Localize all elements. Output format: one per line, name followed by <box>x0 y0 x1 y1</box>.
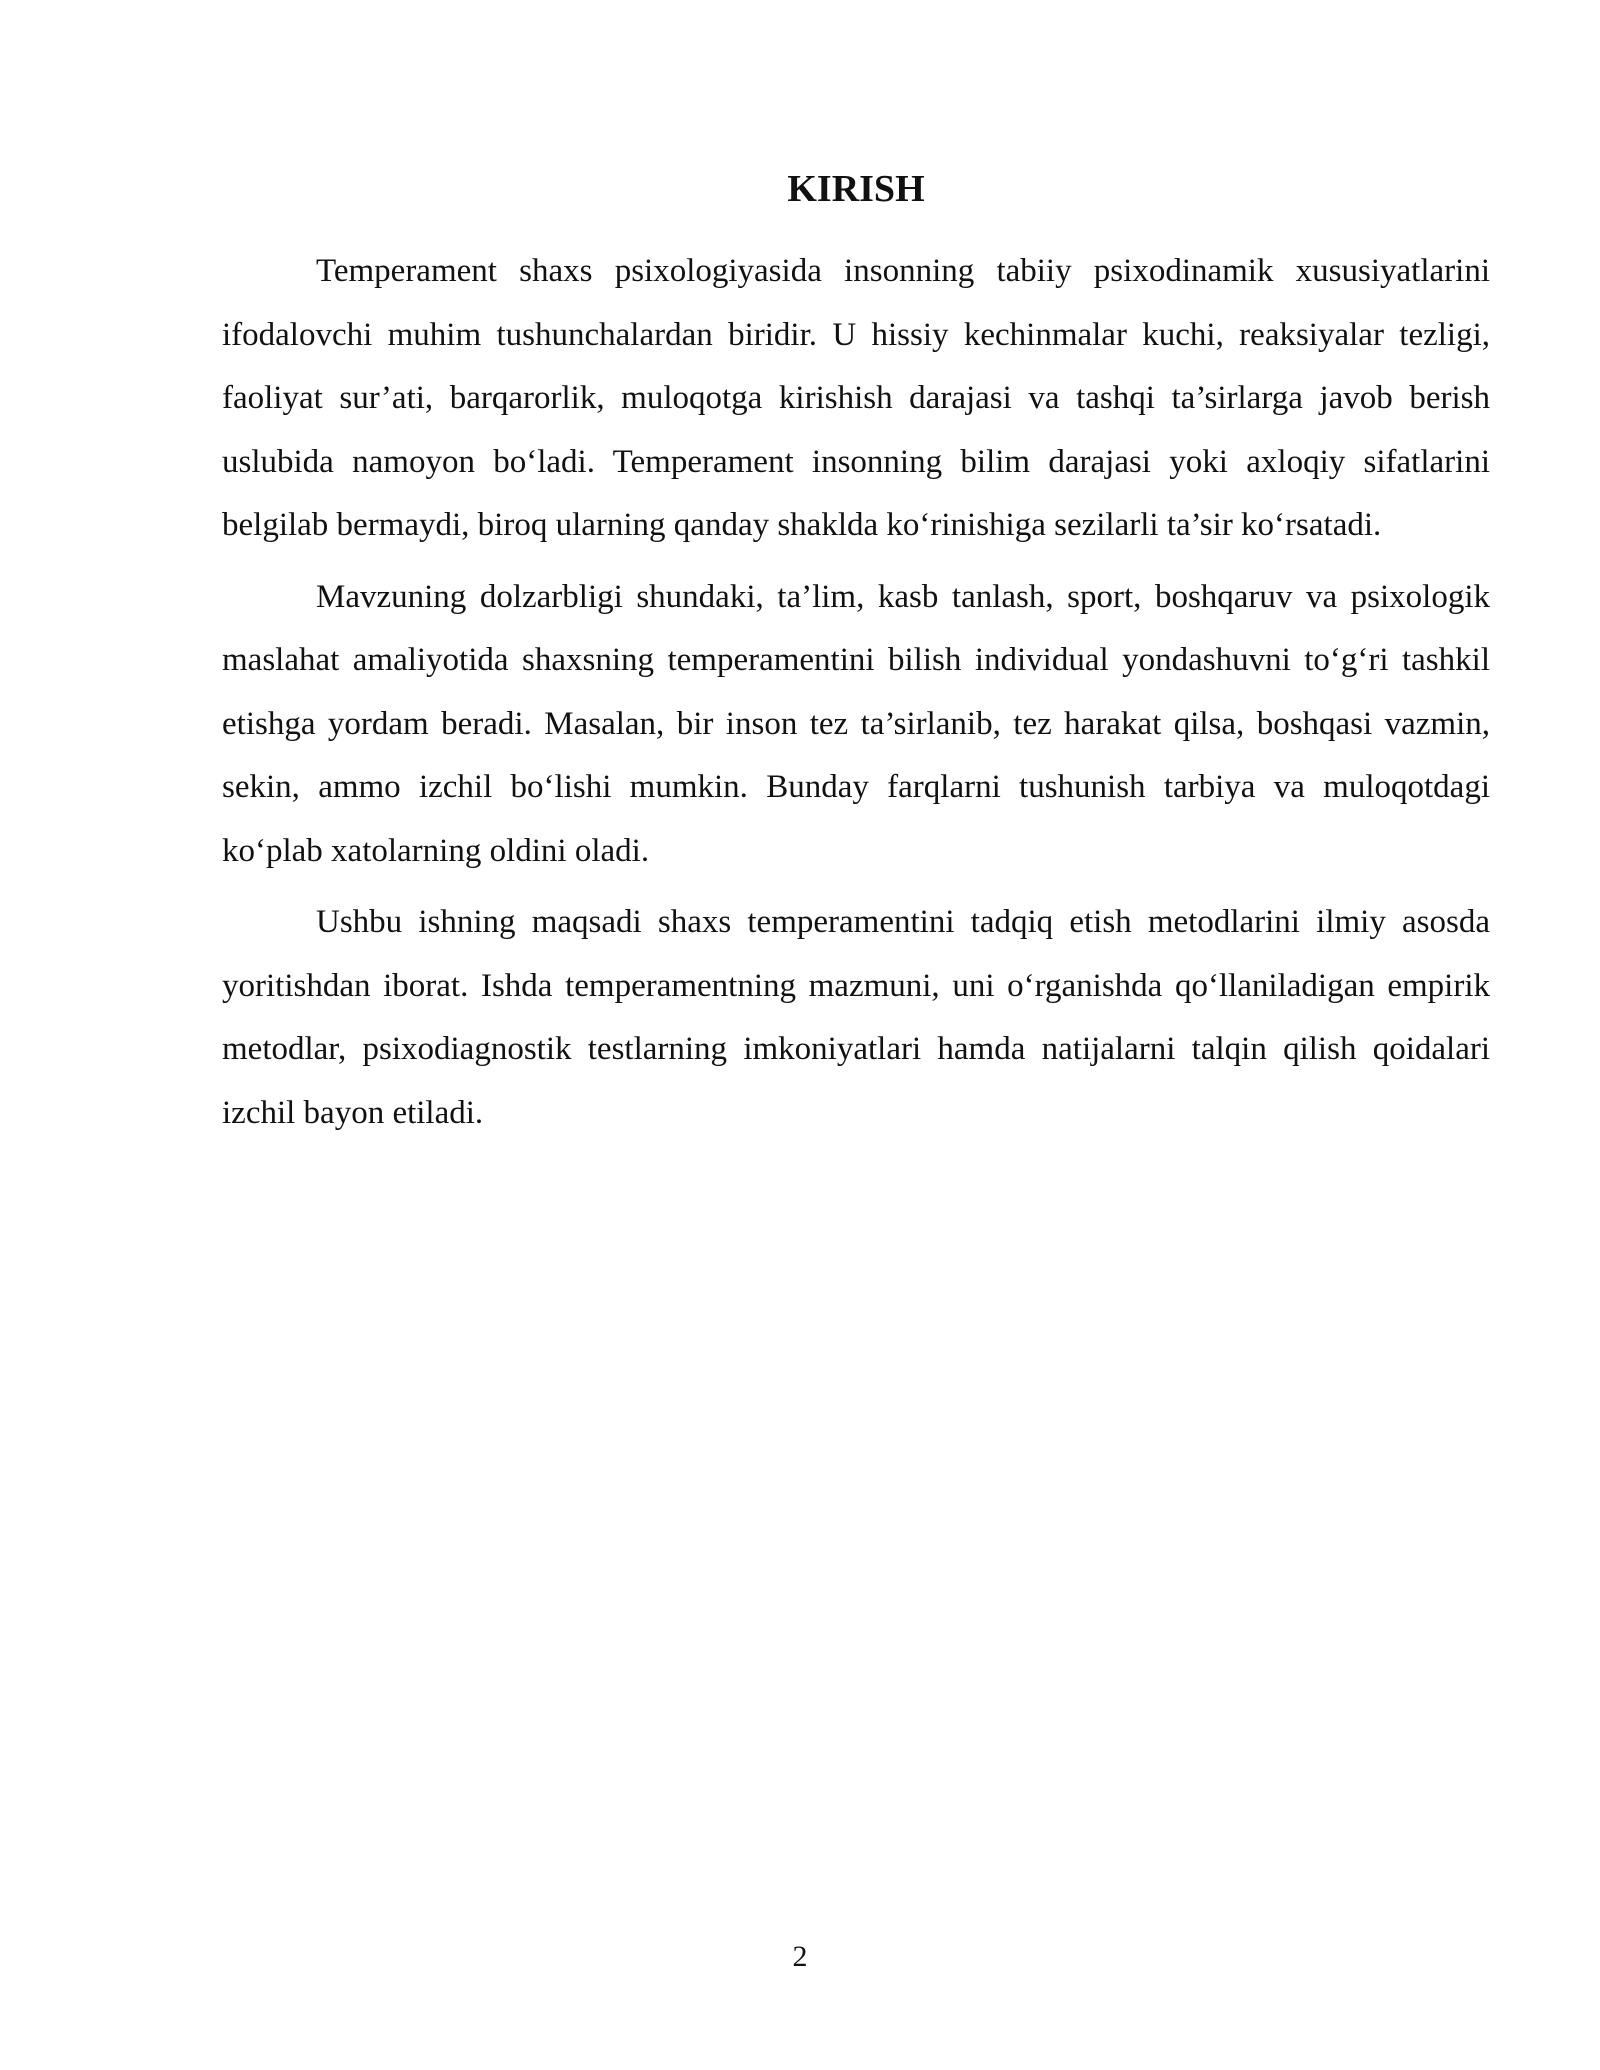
paragraph-3: Ushbu ishning maqsadi shaxs temperamentini tadqiq etish metodlarini ilmiy asosda yoritishdan iborat. Ishda temperamentning mazmuni, uni o‘rganishda qo‘llaniladigan empirik metodlar, psixodiagnostik testlarning imkoniyatlari hamda natijalarni talqin qilish qoidalari izchil bayon etiladi. <box>222 904 1490 1131</box>
paragraph-1: Temperament shaxs psixologiyasida insonning tabiiy psixodinamik xususiyatlarini ifodalovchi muhim tushunchalardan biridir. U hissiy kechinmalar kuchi, reaksiyalar tezligi, faoliyat sur’ati, barqarorlik, muloqotga kirishish darajasi va tashqi ta’sirlarga javob berish uslubida namoyon bo‘ladi. Temperament insonning bilim darajasi yoki axloqiy sifatlarini belgilab bermaydi, biroq ularning qanday shaklda ko‘rinishiga sezilarli ta’sir ko‘rsatadi. <box>222 253 1490 543</box>
page-title: KIRISH <box>787 168 925 210</box>
page-number: 2 <box>792 1940 808 1973</box>
paragraph-2: Mavzuning dolzarbligi shundaki, ta’lim, kasb tanlash, sport, boshqaruv va psixologik maslahat amaliyotida shaxsning temperamentini bilish individual yondashuvni to‘g‘ri tashkil etishga yordam beradi. Masalan, bir inson tez ta’sirlanib, tez harakat qilsa, boshqasi vazmin, sekin, ammo izchil bo‘lishi mumkin. Bunday farqlarni tushunish tarbiya va muloqotdagi ko‘plab xatolarning oldini oladi. <box>222 578 1490 869</box>
document-body <box>222 240 1490 1153</box>
